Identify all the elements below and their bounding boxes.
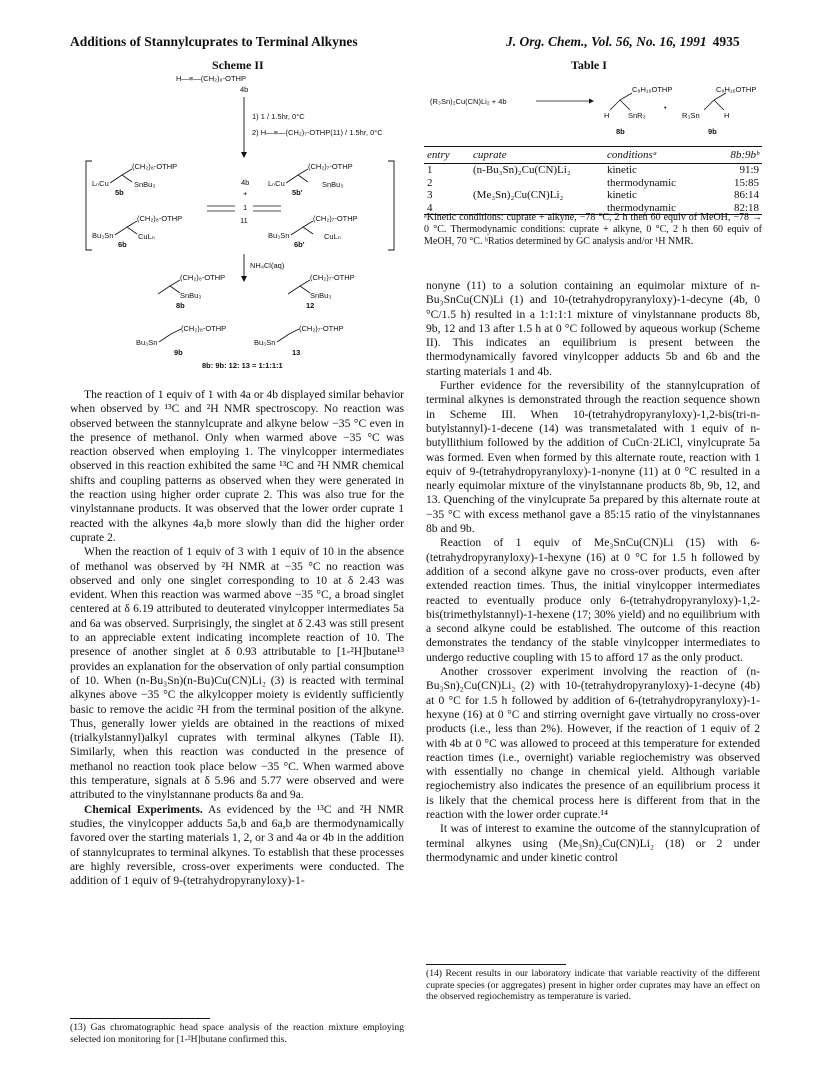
journal-name: J. Org. Chem., Vol. 56, No. 16, 1991 [506, 34, 707, 49]
cell: 91:9 [739, 164, 759, 176]
bond [298, 175, 308, 182]
label-4b-top: 4b [240, 85, 249, 94]
step-1: 1) 1 / 1.5hr, 0°C [252, 112, 305, 121]
cell: (Me₃Sn)₂Cu(CN)Li₂ [473, 189, 564, 201]
running-title: Additions of Stannylcuprates to Terminal Alkynes [70, 34, 358, 49]
table-reaction-scheme [424, 72, 764, 142]
paragraph-text: As evidenced by the ¹³C and ²H NMR studies, the vinylcopper adducts 5a,b and 6a,b are thermodynamically favored over the starting materials 1, 2, or 3 and 4a or 4b in the addition of stannylcuprates to terminal alkynes. To establish that these processes are highly reversible, cross-over experiments were conducted. The addition of 1 equiv of 9-(tetrahydropyranyloxy)-1- [70, 802, 405, 888]
prod-chain-9b: C₈H₁₆OTHP [716, 85, 757, 94]
col-conditions: conditionsᵃ [604, 147, 712, 164]
cell: 2 [427, 176, 433, 189]
label-6b-prime: 6b' [294, 240, 305, 249]
bond [291, 227, 303, 235]
bond [704, 100, 714, 110]
page-number: 4935 [712, 34, 740, 49]
label-5b-prime: 5b' [292, 188, 303, 197]
cell: 82:18 [712, 202, 762, 215]
bond [159, 334, 171, 342]
paragraph: When the reaction of 1 equiv of 3 with 1 equiv of 10 in the absence of methanol was observed by ²H NMR at −35 °C no reaction was observed and only one singlet corresponding to 10 at δ 2.43 was evident. When this reaction was warmed above −35 °C, a broad singlet centered at δ 6.19 attributed to deuterated vinylcopper intermediates 5a and 6a was observed. Surprisingly, the singlet at δ 2.43 was still present to an appreciable extent indicating incomplete reaction of 10. The presence of another singlet at δ 0.93 attributable to [1-²H]butane¹³ provides an explanation for the observation of only partial consumption of 10. When (n-Bu₃Sn)(n-Bu)Cu(CN)Li₂ (3) is reacted with terminal alkynes above −35 °C the alkylcopper moiety is evidently sufficiently basic to remove the acidic ²H from the terminal position of the alkyne. Thus, generally lower yields are obtained in the reactions of mixed (trialkylstannyl)alkyl cuprates with terminal alkynes (Table II). Similarly, when this reaction was conducted in the presence of methanol no reaction took place below −35 °C. When warmed above this temperature, signals at δ 5.96 and 5.77 were observed and were attributed to the vinylstannane products 8a and 9a. [70, 545, 404, 802]
chain-6b-prime: (CH₂)₇-OTHP [313, 214, 358, 223]
bond [300, 286, 310, 293]
bracket-right [388, 161, 394, 250]
label-11: 11 [240, 216, 248, 225]
bond [170, 280, 180, 286]
cell: thermodynamic [604, 202, 712, 215]
chain-9b: (CH₂)₈-OTHP [181, 324, 227, 333]
table-title: Table I [571, 58, 607, 72]
bond [288, 286, 300, 294]
bond [115, 227, 127, 235]
equil-reagent-1: 1 [243, 203, 248, 212]
footnote-rule-left [70, 1018, 210, 1019]
paragraph: Reaction of 1 equiv of Me₃SnCu(CN)Li (15) with 6-(tetrahydropyranyloxy)-1-hexyne (16) at 0 °C for 1.5 h followed by addition of a second alkyne gave no cross-over products, even after extended reaction times. Thus, the initial vinylcopper intermediates reacted to eventually produce only 6-(tetrahydropyranyloxy)-1,2-bis(trimethylstannyl)-1-hexene (17; 30% yield) and no equilibrium with a second alkyne could be established. The outcome of this reaction demonstrates the tendancy of the stable vinylcopper intermediates to undergo reductive coupling with 15 to afford 17 as the only product. [426, 536, 760, 664]
bond [289, 329, 299, 334]
table-row [424, 164, 762, 177]
step-2: 2) H—≡—(CH₂)₇-OTHP(11) / 1.5hr, 0°C [252, 128, 383, 137]
bond [277, 334, 289, 342]
bond [303, 227, 313, 234]
bond [127, 221, 137, 227]
plus-sign: + [243, 189, 248, 198]
label-9b: 9b [174, 348, 183, 357]
col-ratio: 8b:9bᵇ [712, 147, 762, 164]
arrowhead [241, 152, 247, 158]
scheme-title: Scheme II [212, 58, 264, 72]
cell: kinetic [607, 164, 637, 176]
paragraph: Further evidence for the reversibility of the stannylcupration of terminal alkynes is demonstrated through the reaction sequence shown in Scheme III. When 10-(tetrahydropyranyloxy)-1,2-bis(tri-n-butylstannyl)-1-decene (14) was transmetalated with 1 equiv of n-butyllithium followed by the addition of CuCn·2LiCl, vinylcuprate 5a was formed. Even when formed by this alternate route, reaction with 1 equiv of 9-(tetrahydropyranyloxy)-1-nonyne (11) at 0 °C resulted in a nearly equimolar mixture of the vinylstannane products 8b, 9b, 12, and 13. Quenching of the vinylcuprate 5a prepared by this alternate route at −35 °C with excess methanol gave a 85:15 ratio of the vinylstannanes 8b and 9b. [426, 379, 760, 536]
culn-5b-prime: LₙCu [268, 179, 285, 188]
label-8b: 8b [176, 301, 185, 310]
arrowhead [241, 276, 247, 282]
scheme-ii-diagram [70, 70, 410, 370]
chain-8b: (CH₂)₈-OTHP [180, 273, 226, 282]
cell: (n-Bu₃Sn)₂Cu(CN)Li₂ [473, 164, 571, 176]
bond [158, 286, 170, 294]
prod-snr3-8b: SnR₃ [628, 111, 646, 120]
col-entry: entry [424, 147, 470, 164]
label-5b: 5b [115, 188, 124, 197]
prod-h-8b: H [604, 111, 610, 120]
paragraph: Another crossover experiment involving the reaction of (n-Bu₃Sn)₂Cu(CN)Li₂ (2) with 10-(tetrahydropyranyloxy)-1-decyne (4b) at 0 °C for 1.5 h followed by addition of 6-(tetrahydropyranyloxy)-1-hexyne (16) at 0 °C and stirring overnight gave virtually no cross-over products (i.e., less than 2%). However, if the reaction of 1 equiv of 2 with 4b at 0 °C was allowed to proceed at this temperature for extended reaction times (i.e., overnight) variable regiochemistry was observed with essentially no change in chemical yield. Although variable regiochemistry also indicates the presence of an equilibrium process it is likely that the chemical process here is different from that in the reaction with the lower order cuprate.¹⁴ [426, 665, 760, 821]
prod-r3sn-9b: R₃Sn [682, 111, 700, 120]
paragraph [70, 803, 404, 889]
chain-12: (CH₂)₇-OTHP [310, 273, 355, 282]
cell: 4 [424, 202, 470, 215]
culn-5b: LₙCu [92, 179, 109, 188]
bond [122, 169, 132, 175]
bu3sn-6b: Bu₃Sn [92, 231, 114, 240]
table-header-row [424, 147, 762, 164]
culn-6b-prime: CuLₙ [324, 232, 341, 241]
table-row [424, 177, 762, 190]
bu3sn-13: Bu₃Sn [254, 338, 276, 347]
chain-13: (CH₂)₇-OTHP [299, 324, 344, 333]
table-row [424, 189, 762, 202]
culn-6b: CuLₙ [138, 232, 155, 241]
bond [298, 169, 308, 175]
table-label-8b: 8b [616, 127, 625, 136]
bond [610, 100, 620, 110]
chain-6b: (CH₂)₈-OTHP [137, 214, 183, 223]
bond [170, 286, 180, 293]
snbu3-5b: SnBu₃ [134, 180, 156, 189]
bond [110, 175, 122, 183]
label-12: 12 [306, 301, 315, 310]
label-6b: 6b [118, 240, 127, 249]
section-heading: Chemical Experiments. [84, 802, 203, 816]
paragraph: nonyne (11) to a solution containing an equimolar mixture of n-Bu₃SnCu(CN)Li (1) and 10-(tetrahydropyranyloxy)-1-decyne (4b, 0 °C/1.5 h) resulted in a 1:1:1:1 mixture of vinylstannane products 8b, 9b, 12 and 13 after 1.5 h at 0 °C followed by aqueous workup (Scheme II). This indicates an equilibrium is present between the thermodynamically favored vinylcopper adducts 5b and 6b and the starting materials 1 and 4b. [426, 279, 760, 378]
product-ratio: 8b: 9b: 12: 13 = 1:1:1:1 [202, 361, 283, 370]
paragraph: It was of interest to examine the outcome of the stannylcupration of terminal alkynes using (Me₃Sn)₂Cu(CN)Li₂ (18) or 2 under thermodynamic and under kinetic control [426, 822, 760, 864]
table-label-9b: 9b [708, 127, 717, 136]
bond [122, 175, 132, 182]
dot-separator: • [664, 103, 667, 112]
paragraph: The reaction of 1 equiv of 1 with 4a or 4b displayed similar behavior when observed by ¹³C and ²H NMR spectroscopy. No reaction was observed between the stannylcuprate and alkyne below −35 °C even in the presence of methanol. Only when warmed above −35 °C was reaction observed when employing 1. The vinylcopper intermediates observed in this reaction exhibited the same ¹³C and ²H NMR chemical shifts and coupling patterns as observed when they were generated in the reaction using higher order cuprate 2. This was also true for the vinylstannane products. It was observed that the lower order cuprate 1 reacted with the alkynes 4a,b more slowly than did the higher order cuprate 2. [70, 388, 404, 544]
chain-5b-prime: (CH₂)₇-OTHP [308, 162, 353, 171]
journal-citation [506, 34, 740, 50]
cell: 1 [427, 164, 433, 176]
arrowhead [589, 99, 594, 104]
results-table [424, 146, 762, 215]
prod-chain-8b: C₈H₁₆OTHP [632, 85, 673, 94]
chain-5b: (CH₂)₈-OTHP [132, 162, 178, 171]
cell: thermodynamic [607, 176, 677, 189]
label-4b-mid: 4b [241, 178, 250, 187]
right-column [426, 279, 760, 865]
workup-label: NH₄Cl(aq) [250, 261, 285, 270]
bond [286, 175, 298, 183]
col-cuprate: cuprate [470, 147, 604, 164]
snbu3-5b-prime: SnBu₃ [322, 180, 344, 189]
reaction-left: (R₃Sn)₂Cu(CN)Li₂ + 4b [430, 97, 507, 106]
cell: 15:85 [733, 176, 759, 189]
top-molecule: H—≡—(CH₂)₈-OTHP [176, 74, 246, 83]
snbu3-8b: SnBu₃ [180, 291, 202, 300]
footnote-14: (14) Recent results in our laboratory indicate that variable reactivity of the different cuprate species (or aggregates) present in higher order cuprates may have an effect on the observed regiochemistry as temperature is varied. [426, 968, 760, 1002]
bond [620, 100, 630, 110]
cell: kinetic [607, 189, 637, 201]
bond [303, 221, 313, 227]
bond [620, 93, 632, 100]
bond [127, 227, 137, 234]
snbu3-12: SnBu₃ [310, 291, 332, 300]
footnote-13: (13) Gas chromatographic head space analysis of the reaction mixture employing selected ion monitoring for [1-²H]butane confirmed this. [70, 1022, 404, 1045]
footnote-rule-right [426, 964, 566, 965]
cell: 3 [427, 189, 433, 201]
bond [300, 280, 310, 286]
bu3sn-6b-prime: Bu₃Sn [268, 231, 290, 240]
left-column [70, 388, 404, 888]
cell: 86:14 [733, 189, 759, 201]
bu3sn-9b: Bu₃Sn [136, 338, 158, 347]
bond [714, 100, 724, 110]
label-13: 13 [292, 348, 301, 357]
table-footnote: ᵃKinetic conditions: cuprate + alkyne, −78 °C, 2 h then 60 equiv of MeOH, −78 → 0 °C. Thermodynamic conditions: cuprate + alkyne, 0 °C, 2 h then 60 equiv of MeOH, 70 °C. ᵇRatios determined by GC analysis and/or ¹H NMR. [424, 212, 762, 247]
prod-h-9b: H [724, 111, 730, 120]
cell [470, 177, 604, 190]
bond [714, 93, 726, 100]
bond [171, 329, 181, 334]
